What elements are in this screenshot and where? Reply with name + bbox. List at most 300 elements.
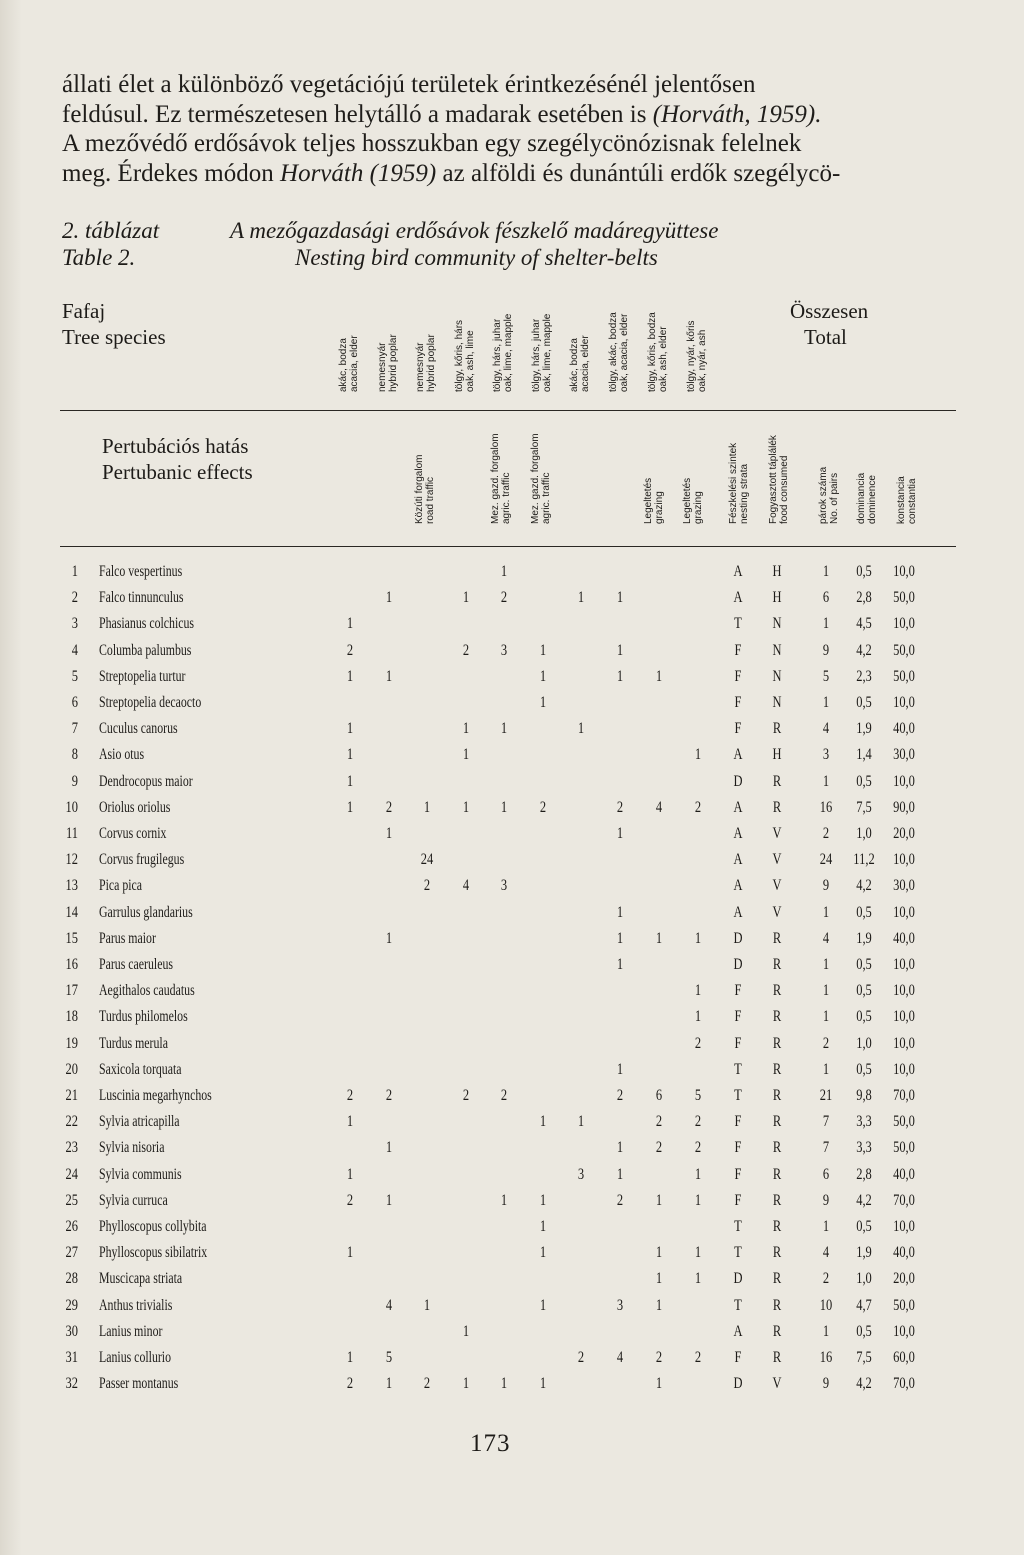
nesting-strata-cell: T: [734, 1218, 742, 1235]
dominance-cell: 3,3: [856, 1113, 872, 1131]
nesting-strata-cell: D: [733, 772, 743, 790]
row-number: 2: [71, 589, 78, 607]
constancy-cell: 20,0: [893, 825, 915, 842]
header-total-en: Total: [804, 325, 847, 349]
count-cell: 1: [346, 1349, 354, 1366]
nesting-strata-cell: F: [734, 694, 742, 711]
count-cell: 2: [500, 589, 508, 607]
pairs-cell: 1: [822, 1060, 830, 1078]
constancy-cell: 10,0: [893, 772, 915, 790]
count-cell: 1: [655, 1270, 663, 1288]
count-cell: 2: [694, 798, 702, 816]
species-name: Corvus cornix: [99, 825, 167, 842]
constancy-cell: 40,0: [893, 720, 915, 738]
nesting-strata-cell: A: [733, 589, 743, 607]
count-cell: 1: [462, 1322, 470, 1340]
species-name: Pica pica: [99, 877, 143, 895]
effect-col-header-en: constantia: [907, 478, 918, 524]
count-cell: 1: [616, 929, 624, 947]
count-cell: 2: [694, 1349, 702, 1366]
row-number: 11: [65, 825, 78, 842]
tree-col-header-en: oak, ash, elder: [658, 326, 669, 392]
count-cell: 2: [694, 1113, 702, 1131]
count-cell: 1: [655, 1191, 663, 1209]
food-cell: H: [772, 589, 782, 607]
pairs-cell: 4: [822, 929, 830, 947]
constancy-cell: 90,0: [893, 798, 915, 816]
count-cell: 1: [577, 1113, 585, 1131]
count-cell: 2: [500, 1087, 508, 1104]
constancy-cell: 10,0: [893, 1322, 915, 1340]
food-cell: R: [772, 772, 782, 790]
row-number: 17: [65, 982, 78, 1000]
food-cell: R: [772, 982, 782, 1000]
nesting-strata-cell: D: [733, 1270, 743, 1288]
dominance-cell: 4,5: [856, 615, 872, 633]
count-cell: 1: [616, 589, 624, 607]
pairs-cell: 1: [822, 982, 830, 1000]
header-species-en: Tree species: [62, 325, 166, 349]
tree-col-header-hu: nemesnyár: [377, 342, 388, 392]
count-cell: 1: [346, 1244, 354, 1262]
count-cell: 1: [346, 798, 354, 816]
count-cell: 3: [616, 1296, 624, 1314]
species-name: Parus caeruleus: [99, 956, 173, 973]
tree-col-header-en: acacia, elder: [349, 335, 360, 392]
intro-line: [62, 159, 962, 189]
count-cell: 2: [694, 1139, 702, 1157]
count-cell: 4: [616, 1349, 624, 1366]
count-cell: 1: [346, 615, 354, 633]
dominance-cell: 0,5: [856, 1218, 872, 1235]
count-cell: 1: [385, 589, 393, 607]
count-cell: 3: [577, 1165, 585, 1183]
food-cell: R: [772, 1060, 782, 1078]
nesting-strata-cell: A: [733, 903, 743, 921]
food-cell: R: [772, 1113, 782, 1131]
dominance-cell: 4,2: [856, 1191, 872, 1209]
dominance-cell: 4,2: [856, 1375, 872, 1393]
count-cell: 4: [462, 877, 470, 895]
effect-col-header-en: agric. traffic: [541, 472, 552, 524]
constancy-cell: 50,0: [893, 589, 915, 607]
nesting-strata-cell: T: [734, 1087, 742, 1104]
count-cell: 2: [577, 1349, 585, 1366]
constancy-cell: 40,0: [893, 1244, 915, 1262]
dominance-cell: 1,4: [856, 746, 872, 764]
effect-col-header-hu: konstancia: [896, 476, 907, 524]
pairs-cell: 2: [822, 1270, 830, 1288]
dominance-cell: 4,7: [856, 1296, 872, 1314]
count-cell: 2: [385, 1087, 393, 1104]
effect-col-header-hu: Fészkelési szintek: [728, 442, 739, 524]
dominance-cell: 1,0: [856, 1270, 872, 1288]
dominance-cell: 4,2: [856, 641, 872, 659]
food-cell: H: [772, 563, 782, 580]
constancy-cell: 10,0: [893, 1034, 915, 1052]
effect-col-header-hu: Legeltetés: [682, 477, 693, 524]
species-name: Sylvia communis: [99, 1165, 182, 1183]
row-number: 1: [71, 563, 78, 580]
nesting-strata-cell: F: [734, 1349, 742, 1366]
tree-col-header-en: oak, lime, mapple: [542, 313, 553, 392]
row-number: 6: [71, 694, 78, 711]
intro-line: [62, 129, 962, 159]
dominance-cell: 0,5: [856, 1322, 872, 1340]
dominance-cell: 0,5: [856, 1008, 872, 1026]
species-name: Saxicola torquata: [99, 1060, 182, 1078]
nesting-strata-cell: A: [733, 798, 743, 816]
nesting-strata-cell: F: [734, 1139, 742, 1157]
tree-col-header-hu: akác, bodza: [338, 338, 349, 392]
nesting-strata-cell: F: [734, 1165, 742, 1183]
caption-title-en: Nesting bird community of shelter-belts: [295, 245, 658, 270]
food-cell: V: [772, 903, 782, 921]
food-cell: R: [772, 1165, 782, 1183]
constancy-cell: 10,0: [893, 1060, 915, 1078]
count-cell: 2: [462, 641, 470, 659]
count-cell: 5: [385, 1349, 393, 1366]
row-number: 29: [65, 1296, 78, 1314]
count-cell: 2: [346, 1191, 354, 1209]
dominance-cell: 0,5: [856, 903, 872, 921]
food-cell: R: [772, 1270, 782, 1288]
row-number: 5: [71, 667, 78, 685]
constancy-cell: 50,0: [893, 1113, 915, 1131]
count-cell: 2: [423, 1375, 431, 1393]
nesting-strata-cell: T: [734, 1296, 742, 1314]
intro-text: állati élet a különböző vegetációjú területek érintkezésénél jelentősen: [62, 71, 756, 98]
pairs-cell: 9: [822, 1375, 830, 1393]
header-rule: [60, 410, 956, 411]
count-cell: 1: [346, 772, 354, 790]
food-cell: R: [772, 1349, 782, 1366]
species-name: Parus maior: [99, 929, 156, 947]
row-number: 23: [65, 1139, 78, 1157]
row-number: 22: [65, 1113, 78, 1131]
row-number: 26: [65, 1218, 78, 1235]
count-cell: 1: [616, 667, 624, 685]
count-cell: 4: [385, 1296, 393, 1314]
row-number: 28: [65, 1270, 78, 1288]
count-cell: 1: [694, 1244, 702, 1262]
food-cell: R: [772, 1296, 782, 1314]
count-cell: 1: [385, 1375, 393, 1393]
food-cell: N: [772, 615, 782, 633]
tree-col-header-en: oak, acacia, elder: [619, 313, 630, 392]
dominance-cell: 0,5: [856, 956, 872, 973]
row-number: 4: [71, 641, 78, 659]
row-number: 18: [65, 1008, 78, 1026]
page-edge-shadow: [0, 0, 22, 1555]
effect-col-header-en: dominence: [867, 475, 878, 524]
nesting-strata-cell: A: [733, 825, 743, 842]
count-cell: 1: [694, 1191, 702, 1209]
count-cell: 6: [655, 1087, 663, 1104]
row-number: 31: [65, 1349, 78, 1366]
intro-citation: (Horváth, 1959).: [652, 100, 822, 128]
dominance-cell: 0,5: [856, 694, 872, 711]
count-cell: 1: [616, 956, 624, 973]
dominance-cell: 1,0: [856, 825, 872, 842]
constancy-cell: 20,0: [893, 1270, 915, 1288]
dominance-cell: 1,9: [856, 929, 872, 947]
pairs-cell: 16: [819, 798, 833, 816]
count-cell: 1: [616, 903, 624, 921]
constancy-cell: 70,0: [893, 1375, 915, 1393]
count-cell: 1: [462, 1375, 470, 1393]
food-cell: R: [772, 1244, 782, 1262]
species-name: Falco vespertinus: [99, 563, 183, 580]
dominance-cell: 2,3: [856, 667, 872, 685]
count-cell: 2: [655, 1139, 663, 1157]
row-number: 13: [65, 877, 78, 895]
species-name: Anthus trivialis: [99, 1296, 173, 1314]
count-cell: 2: [539, 798, 547, 816]
count-cell: 1: [462, 720, 470, 738]
species-name: Oriolus oriolus: [99, 798, 171, 816]
nesting-strata-cell: F: [734, 1008, 742, 1026]
count-cell: 1: [500, 563, 508, 580]
header-effects-hu: Pertubációs hatás: [102, 434, 249, 458]
effect-col-header-hu: Mez. gazd. forgalom: [530, 433, 541, 524]
pairs-cell: 10: [819, 1296, 833, 1314]
row-number: 14: [65, 903, 78, 921]
row-number: 7: [71, 720, 78, 738]
species-name: Turdus merula: [99, 1034, 168, 1052]
constancy-cell: 30,0: [893, 877, 915, 895]
species-name: Turdus philomelos: [99, 1008, 188, 1026]
species-name: Passer montanus: [99, 1375, 179, 1393]
pairs-cell: 4: [822, 720, 830, 738]
pairs-cell: 1: [822, 956, 830, 973]
tree-col-header-en: oak, nyár, ash: [697, 329, 708, 392]
nesting-strata-cell: D: [733, 956, 743, 973]
tree-col-header-en: acacia, elder: [580, 335, 591, 392]
count-cell: 1: [694, 1165, 702, 1183]
tree-col-header-hu: akác, bodza: [569, 338, 580, 392]
count-cell: 1: [694, 929, 702, 947]
species-name: Streptopelia turtur: [99, 667, 186, 685]
count-cell: 2: [346, 1375, 354, 1393]
count-cell: 1: [616, 1139, 624, 1157]
count-cell: 1: [577, 589, 585, 607]
count-cell: 1: [694, 746, 702, 764]
count-cell: 1: [655, 929, 663, 947]
count-cell: 1: [346, 746, 354, 764]
pairs-cell: 24: [819, 851, 833, 869]
constancy-cell: 50,0: [893, 1296, 915, 1314]
dominance-cell: 1,9: [856, 720, 872, 738]
header-effects-en: Pertubanic effects: [102, 460, 253, 484]
food-cell: R: [772, 1322, 782, 1340]
constancy-cell: 50,0: [893, 1139, 915, 1157]
constancy-cell: 10,0: [893, 1008, 915, 1026]
dominance-cell: 0,5: [856, 982, 872, 1000]
constancy-cell: 50,0: [893, 667, 915, 685]
effect-col-header-hu: Fogyasztott táplálék: [768, 435, 779, 524]
species-name: Dendrocopus maior: [99, 772, 193, 790]
pairs-cell: 9: [822, 641, 830, 659]
count-cell: 3: [500, 641, 508, 659]
species-name: Falco tinnunculus: [99, 589, 184, 607]
food-cell: V: [772, 825, 782, 842]
pairs-cell: 2: [822, 1034, 830, 1052]
count-cell: 2: [462, 1087, 470, 1104]
count-cell: 1: [500, 798, 508, 816]
constancy-cell: 10,0: [893, 903, 915, 921]
count-cell: 1: [539, 641, 547, 659]
pairs-cell: 9: [822, 877, 830, 895]
species-name: Luscinia megarhynchos: [99, 1087, 212, 1104]
count-cell: 1: [539, 694, 547, 711]
species-name: Sylvia nisoria: [99, 1139, 165, 1157]
pairs-cell: 2: [822, 825, 830, 842]
pairs-cell: 6: [822, 1165, 830, 1183]
nesting-strata-cell: F: [734, 1191, 742, 1209]
species-name: Columba palumbus: [99, 641, 192, 659]
count-cell: 1: [500, 720, 508, 738]
count-cell: 1: [346, 720, 354, 738]
count-cell: 1: [462, 746, 470, 764]
count-cell: 5: [694, 1087, 702, 1104]
intro-paragraph: [62, 70, 962, 188]
species-name: Streptopelia decaocto: [99, 694, 202, 711]
count-cell: 1: [539, 1375, 547, 1393]
row-number: 19: [65, 1034, 78, 1052]
count-cell: 1: [694, 1008, 702, 1026]
count-cell: 1: [539, 667, 547, 685]
food-cell: R: [772, 798, 782, 816]
tree-col-header-hu: tölgy, nyár, kőris: [686, 320, 697, 392]
constancy-cell: 10,0: [893, 982, 915, 1000]
count-cell: 3: [500, 877, 508, 895]
count-cell: 1: [655, 667, 663, 685]
pairs-cell: 1: [822, 1218, 830, 1235]
count-cell: 1: [462, 798, 470, 816]
row-number: 24: [65, 1165, 78, 1183]
food-cell: N: [772, 641, 782, 659]
pairs-cell: 1: [822, 772, 830, 790]
pairs-cell: 1: [822, 563, 830, 580]
species-name: Garrulus glandarius: [99, 903, 193, 921]
effect-col-header-en: road traffic: [425, 476, 436, 524]
effect-col-header-hu: párok száma: [818, 466, 829, 524]
effect-col-header-hu: Legeltetés: [643, 477, 654, 524]
row-number: 21: [65, 1087, 78, 1104]
effect-col-header-en: agric. traffic: [501, 472, 512, 524]
caption-title-hu: A mezőgazdasági erdősávok fészkelő madáregyüttese: [230, 218, 719, 243]
pairs-cell: 7: [822, 1139, 830, 1157]
count-cell: 1: [385, 1139, 393, 1157]
food-cell: V: [772, 877, 782, 895]
row-number: 15: [65, 929, 78, 947]
count-cell: 1: [616, 1165, 624, 1183]
food-cell: N: [772, 694, 782, 711]
nesting-strata-cell: D: [733, 1375, 743, 1393]
nesting-strata-cell: F: [734, 1113, 742, 1131]
effect-col-header-hu: dominancia: [856, 472, 867, 524]
food-cell: R: [772, 956, 782, 973]
count-cell: 1: [539, 1113, 547, 1131]
pairs-cell: 1: [822, 694, 830, 711]
effect-col-header-hu: Mez. gazd. forgalom: [490, 433, 501, 524]
effect-col-header-en: food consumed: [779, 455, 790, 524]
row-number: 8: [71, 746, 78, 764]
dominance-cell: 1,9: [856, 1244, 872, 1262]
intro-text: meg. Érdekes módon: [62, 159, 281, 187]
intro-text: feldúsul. Ez természetesen helytálló a madarak esetében is: [62, 100, 653, 128]
dominance-cell: 7,5: [856, 798, 872, 816]
count-cell: 1: [616, 641, 624, 659]
pairs-cell: 1: [822, 615, 830, 633]
dominance-cell: 3,3: [856, 1139, 872, 1157]
row-number: 16: [65, 956, 78, 973]
species-name: Sylvia curruca: [99, 1191, 168, 1209]
count-cell: 1: [655, 1244, 663, 1262]
count-cell: 1: [500, 1375, 508, 1393]
nesting-strata-cell: A: [733, 877, 743, 895]
count-cell: 1: [616, 825, 624, 842]
constancy-cell: 50,0: [893, 641, 915, 659]
count-cell: 1: [385, 1191, 393, 1209]
count-cell: 1: [346, 1113, 354, 1131]
count-cell: 1: [423, 798, 431, 816]
constancy-cell: 40,0: [893, 929, 915, 947]
nesting-strata-cell: T: [734, 615, 742, 633]
pairs-cell: 9: [822, 1191, 830, 1209]
species-name: Asio otus: [99, 746, 145, 764]
dominance-cell: 2,8: [856, 1165, 872, 1183]
tree-col-header-hu: tölgy, kőris, bodza: [647, 312, 658, 392]
species-name: Corvus frugilegus: [99, 851, 185, 869]
nesting-strata-cell: A: [733, 563, 743, 580]
count-cell: 1: [655, 1296, 663, 1314]
constancy-cell: 10,0: [893, 956, 915, 973]
nesting-strata-cell: F: [734, 667, 742, 685]
pairs-cell: 5: [822, 667, 830, 685]
food-cell: R: [772, 1087, 782, 1104]
row-number: 20: [65, 1060, 78, 1078]
pairs-cell: 1: [822, 1008, 830, 1026]
nesting-strata-cell: D: [733, 929, 743, 947]
nesting-strata-cell: T: [734, 1060, 742, 1078]
effect-col-header-hu: Közúti forgalom: [414, 454, 425, 524]
header-species-hu: Fafaj: [62, 299, 106, 323]
species-name: Aegithalos caudatus: [99, 982, 195, 1000]
food-cell: V: [772, 1375, 782, 1393]
tree-col-header-hu: tölgy, hárs, juhar: [492, 318, 503, 392]
nesting-strata-cell: T: [734, 1244, 742, 1262]
count-cell: 1: [616, 1060, 624, 1078]
species-name: Sylvia atricapilla: [99, 1113, 180, 1131]
pairs-cell: 3: [822, 746, 830, 764]
count-cell: 2: [385, 798, 393, 816]
constancy-cell: 40,0: [893, 1165, 915, 1183]
row-number: 3: [71, 615, 78, 633]
nesting-strata-cell: A: [733, 851, 743, 869]
dominance-cell: 4,2: [856, 877, 872, 895]
food-cell: H: [772, 746, 782, 764]
constancy-cell: 60,0: [893, 1349, 915, 1366]
count-cell: 2: [655, 1113, 663, 1131]
caption-label-en: Table 2.: [62, 245, 136, 270]
constancy-cell: 10,0: [893, 851, 915, 869]
food-cell: R: [772, 1008, 782, 1026]
count-cell: 1: [694, 982, 702, 1000]
intro-line: [62, 100, 962, 130]
effect-col-header-en: No. of pairs: [829, 472, 840, 524]
